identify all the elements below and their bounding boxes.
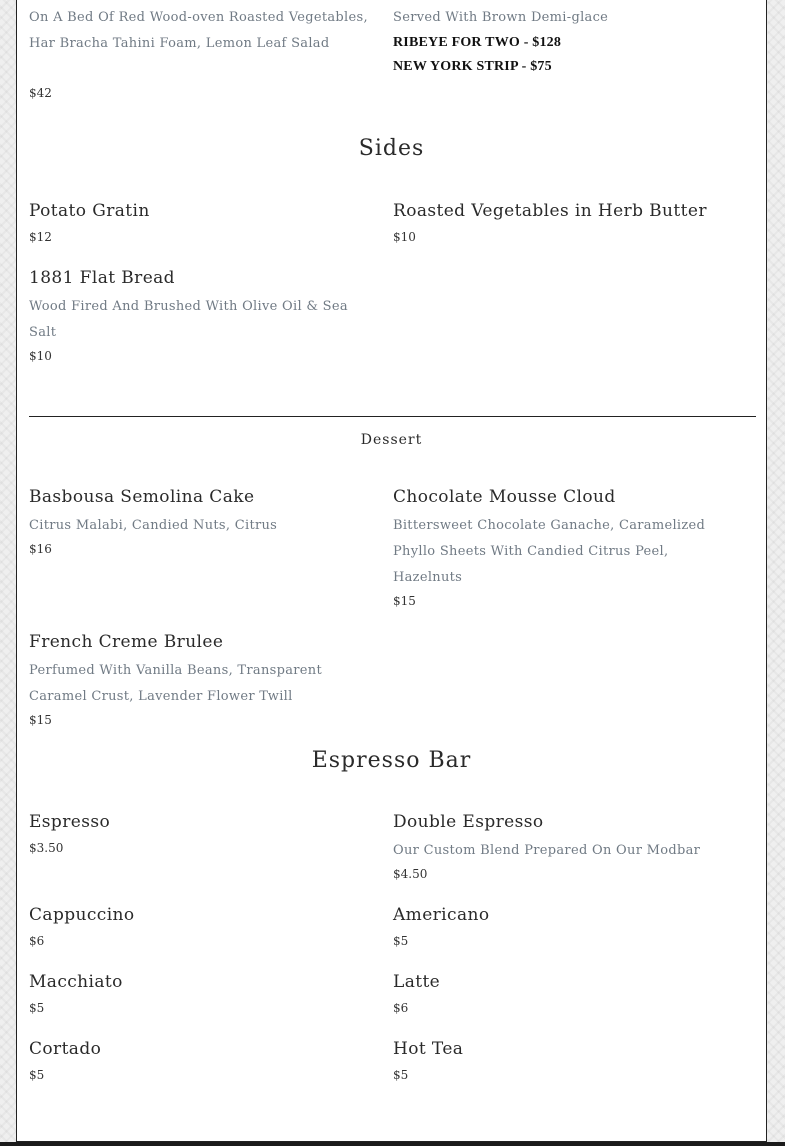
menu-item-price: $3.50 [29,841,64,855]
menu-item-name: Hot Tea [393,1039,464,1059]
menu-item-name: Double Espresso [393,812,544,832]
menu-item-name: Espresso [29,812,111,832]
menu-item-name: Americano [393,905,490,925]
menu-item-name: Cappuccino [29,905,135,925]
menu-item-name: Potato Gratin [29,201,150,221]
menu-item-description: Wood Fired And Brushed With Olive Oil & Sea Salt [29,299,348,340]
main-item-description: On A Bed Of Red Wood-oven Roasted Vegetables, Har Bracha Tahini Foam, Lemon Leaf Salad [29,10,368,51]
menu-item-price: $5 [29,1068,45,1082]
section-divider [29,416,756,417]
menu-item-name: Macchiato [29,972,123,992]
menu-item-price: $15 [29,713,52,727]
menu-item-name: Cortado [29,1039,102,1059]
menu-item-description: Our Custom Blend Prepared On Our Modbar [393,843,701,858]
section-title-sides: Sides [358,136,425,161]
menu-item-name: Basbousa Semolina Cake [29,487,255,507]
menu-item-price: $5 [393,1068,409,1082]
main-item-price: $42 [29,86,52,100]
menu-item-price: $6 [29,934,45,948]
menu-item-name: Chocolate Mousse Cloud [393,487,616,507]
section-title-espresso-bar: Espresso Bar [311,748,472,773]
menu-item-price: $5 [29,1001,45,1015]
main-item-description: Served With Brown Demi-glace [393,10,609,25]
cut-option-ribeye: RIBEYE FOR TWO - $128 [393,35,562,50]
menu-item-price: $15 [393,594,416,608]
menu-item-price: $6 [393,1001,409,1015]
menu-item-price: $10 [29,349,52,363]
cut-option-new-york-strip: NEW YORK STRIP - $75 [393,59,552,74]
menu-item-description: Bittersweet Chocolate Ganache, Caramelized Phyllo Sheets With Candied Citrus Peel, Hazelnuts [393,518,706,585]
menu-item-name: 1881 Flat Bread [29,268,175,288]
menu-item-name: French Creme Brulee [29,632,224,652]
menu-item-name: Latte [393,972,441,992]
menu-item-price: $5 [393,934,409,948]
bottom-border [0,1142,785,1146]
menu-item-price: $16 [29,542,52,556]
menu-item-price: $10 [393,230,416,244]
menu-item-description: Citrus Malabi, Candied Nuts, Citrus [29,518,278,533]
menu-item-price: $12 [29,230,52,244]
menu-item-name: Roasted Vegetables in Herb Butter [393,201,707,221]
menu-item-price: $4.50 [393,867,428,881]
section-title-dessert: Dessert [360,432,423,448]
menu-item-description: Perfumed With Vanilla Beans, Transparent Caramel Crust, Lavender Flower Twill [29,663,322,704]
